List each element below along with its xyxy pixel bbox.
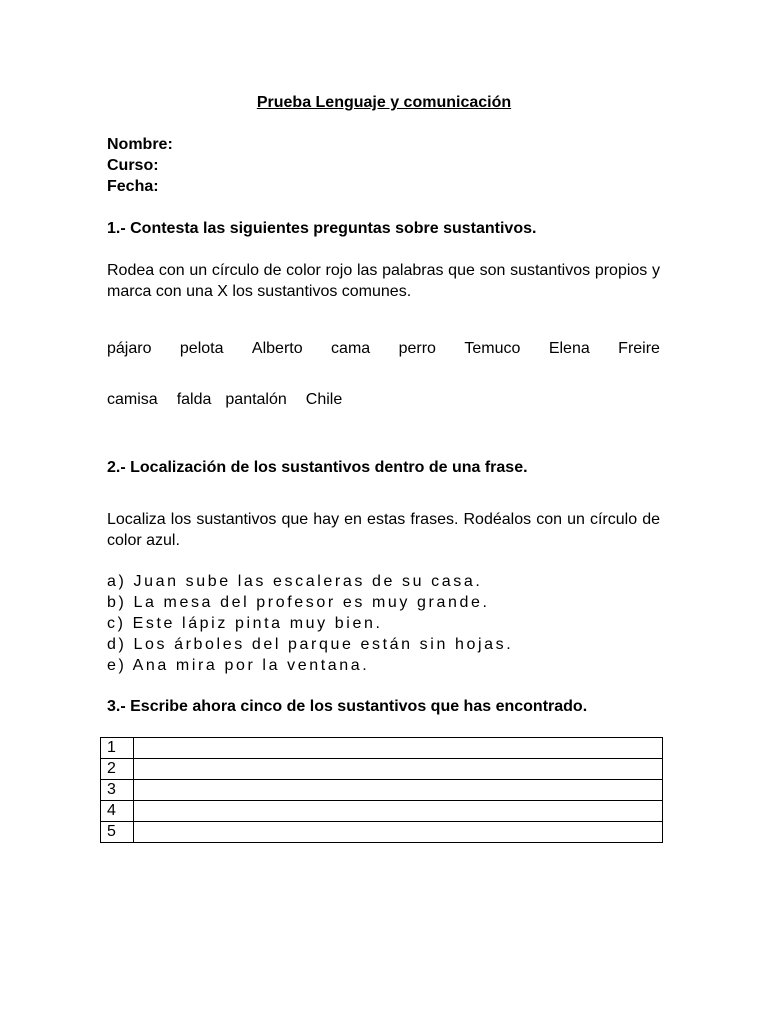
fecha-label: Fecha: bbox=[107, 178, 159, 195]
table-row bbox=[101, 759, 663, 780]
table-row bbox=[101, 822, 663, 843]
nombre-label: Nombre: bbox=[107, 136, 173, 153]
table-row bbox=[101, 738, 663, 759]
answer-cell[interactable] bbox=[134, 822, 663, 843]
row-number: 4 bbox=[101, 801, 134, 822]
answer-cell[interactable] bbox=[134, 738, 663, 759]
row-number: 5 bbox=[101, 822, 134, 843]
sentence-c: c) Este lápiz pinta muy bien. bbox=[107, 615, 383, 632]
word-item: Elena bbox=[548, 340, 590, 357]
question-2-heading: 2.- Localización de los sustantivos dentro de una frase. bbox=[107, 459, 528, 476]
word-item: pelota bbox=[179, 340, 224, 357]
question-1-heading: 1.- Contesta las siguientes preguntas sobre sustantivos. bbox=[107, 220, 537, 237]
answer-table bbox=[100, 737, 663, 843]
word-item: Temuco bbox=[464, 340, 521, 357]
answer-cell[interactable] bbox=[134, 780, 663, 801]
word-item: cama bbox=[331, 340, 371, 357]
word-item: pantalón bbox=[225, 391, 287, 408]
word-item: camisa bbox=[107, 391, 158, 408]
row-number: 3 bbox=[101, 780, 134, 801]
page-title: Prueba Lenguaje y comunicación bbox=[256, 94, 512, 111]
question-2-instruction: Localiza los sustantivos que hay en estas frases. Rodéalos con un círculo de color azul. bbox=[107, 511, 660, 549]
sentence-e: e) Ana mira por la ventana. bbox=[107, 657, 370, 674]
table-row bbox=[101, 801, 663, 822]
word-item: pájaro bbox=[107, 340, 152, 357]
word-list-row-2 bbox=[107, 389, 361, 411]
word-item: Freire bbox=[618, 340, 660, 357]
row-number: 1 bbox=[101, 738, 134, 759]
answer-cell[interactable] bbox=[134, 801, 663, 822]
table-row bbox=[101, 780, 663, 801]
word-item: Chile bbox=[305, 391, 343, 408]
question-3-heading: 3.- Escribe ahora cinco de los sustantivos que has encontrado. bbox=[107, 698, 588, 715]
row-number: 2 bbox=[101, 759, 134, 780]
answer-cell[interactable] bbox=[134, 759, 663, 780]
curso-label: Curso: bbox=[107, 157, 159, 174]
sentence-a: a) Juan sube las escaleras de su casa. bbox=[107, 573, 483, 590]
question-1-instruction: Rodea con un círculo de color rojo las palabras que son sustantivos propios y marca con una X los sustantivos comunes. bbox=[107, 262, 660, 300]
sentence-b: b) La mesa del profesor es muy grande. bbox=[107, 594, 490, 611]
sentence-d: d) Los árboles del parque están sin hojas. bbox=[107, 636, 514, 653]
word-item: falda bbox=[176, 391, 212, 408]
word-list-row-1 bbox=[107, 338, 660, 360]
word-item: perro bbox=[398, 340, 436, 357]
word-item: Alberto bbox=[251, 340, 303, 357]
